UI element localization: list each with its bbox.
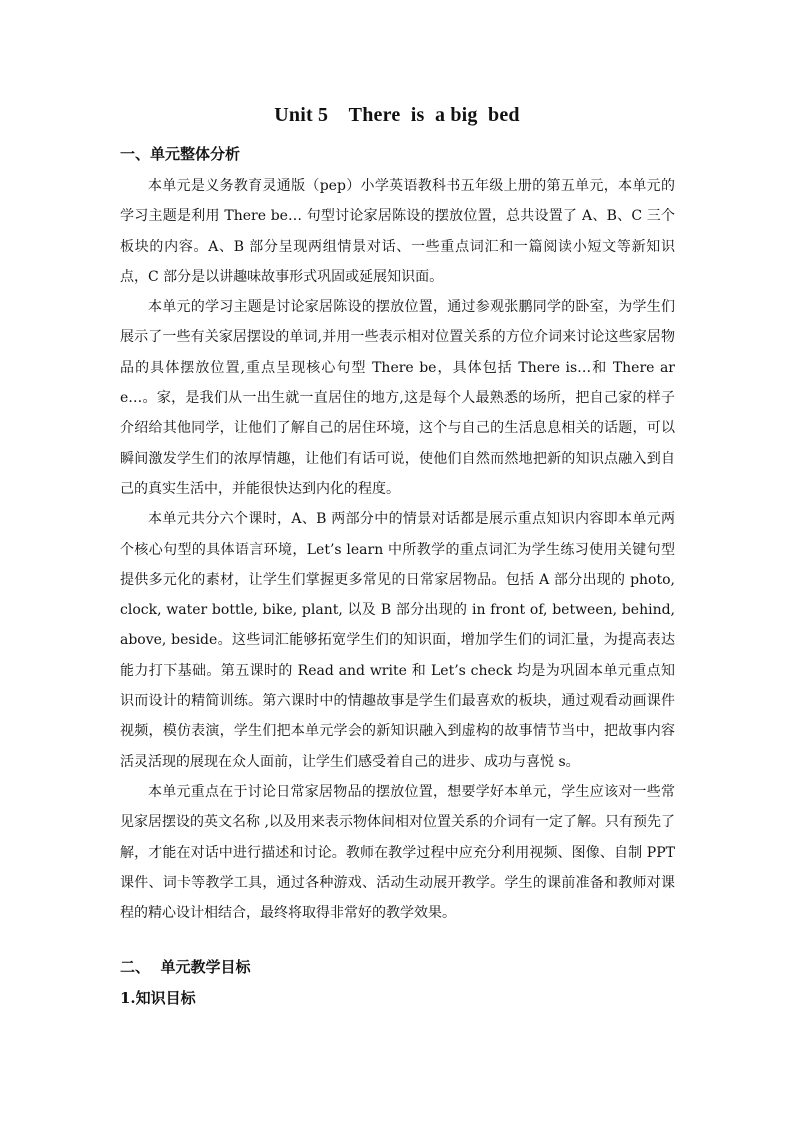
document-title: Unit 5 There is a big bed <box>274 104 520 126</box>
paragraph-1: 本单元是义务教育灵通版（pep）小学英语教科书五年级上册的第五单元，本单元的学习主题是利用 There be… 句型讨论家居陈设的摆放位置，总共设置了 A、B、C 三个板块的内容。A、B 部分呈现两组情景对话、一些重点词汇和一篇阅读小短文等新知识点，C 部分是以讲趣味故事形式巩固或延展知识面。 <box>120 178 675 285</box>
paragraph-4: 本单元重点在于讨论日常家居物品的摆放位置，想要学好本单元，学生应该对一些常见家居摆设的英文名称 ,以及用来表示物体间相对位置关系的介词有一定了解。只有预先了解，才能在对话中进行描述和讨论。教师在教学过程中应充分利用视频、图像、自制 PPT 课件、词卡等教学工具，通过各种游戏、活动生动展开教学。学生的课前准备和教师对课程的精心设计相结合，最终将取得非常好的教学效果。 <box>120 783 675 922</box>
unit-analysis-body <box>120 171 675 928</box>
paragraph-2: 本单元的学习主题是讨论家居陈设的摆放位置，通过参观张鹏同学的卧室，为学生们展示了一些有关家居摆设的单词,并用一些表示相对位置关系的方位介词来讨论这些家居物品的具体摆放位置,重点呈现核心句型 There be，具体包括 There is…和 There are…。家，是我们从一出生就一直居住的地方,这是每个人最熟悉的场所，把自己家的样子介绍给其他同学，让他们了解自己的居住环境，这个与自己的生活息息相关的话题，可以瞬间激发学生们的浓厚情趣，让他们有话可说，使他们自然而然地把新的知识点融入到自己的真实生活中，并能很快达到内化的程度。 <box>120 299 675 497</box>
section-heading-teaching-goals: 二、 单元教学目标 <box>120 958 251 976</box>
paragraph-3: 本单元共分六个课时，A、B 两部分中的情景对话都是展示重点知识内容即本单元两个核心句型的具体语言环境，Let’s learn 中所教学的重点词汇为学生练习使用关键句型提供多元化的素材，让学生们掌握更多常见的日常家居物品。包括 A 部分出现的 photo, clock, water bottle, bike, plant, 以及 B 部分出现的 in front of, between, behind, above, beside。这些词汇能够拓宽学生们的知识面，增加学生们的词汇量，为提高表达能力打下基础。第五课时的 Read and write 和 Let’s check 均是为巩固本单元重点知识而设计的精简训练。第六课时中的情趣故事是学生们最喜欢的板块，通过观看动画课件视频，模仿表演，学生们把本单元学会的新知识融入到虚构的故事情节当中，把故事内容活灵活现的展现在众人面前，让学生们感受着自己的进步、成功与喜悦 s。 <box>120 511 675 770</box>
section-heading-unit-analysis: 一、单元整体分析 <box>120 145 241 163</box>
subsection-heading-knowledge-goals: 1.知识目标 <box>120 989 196 1007</box>
